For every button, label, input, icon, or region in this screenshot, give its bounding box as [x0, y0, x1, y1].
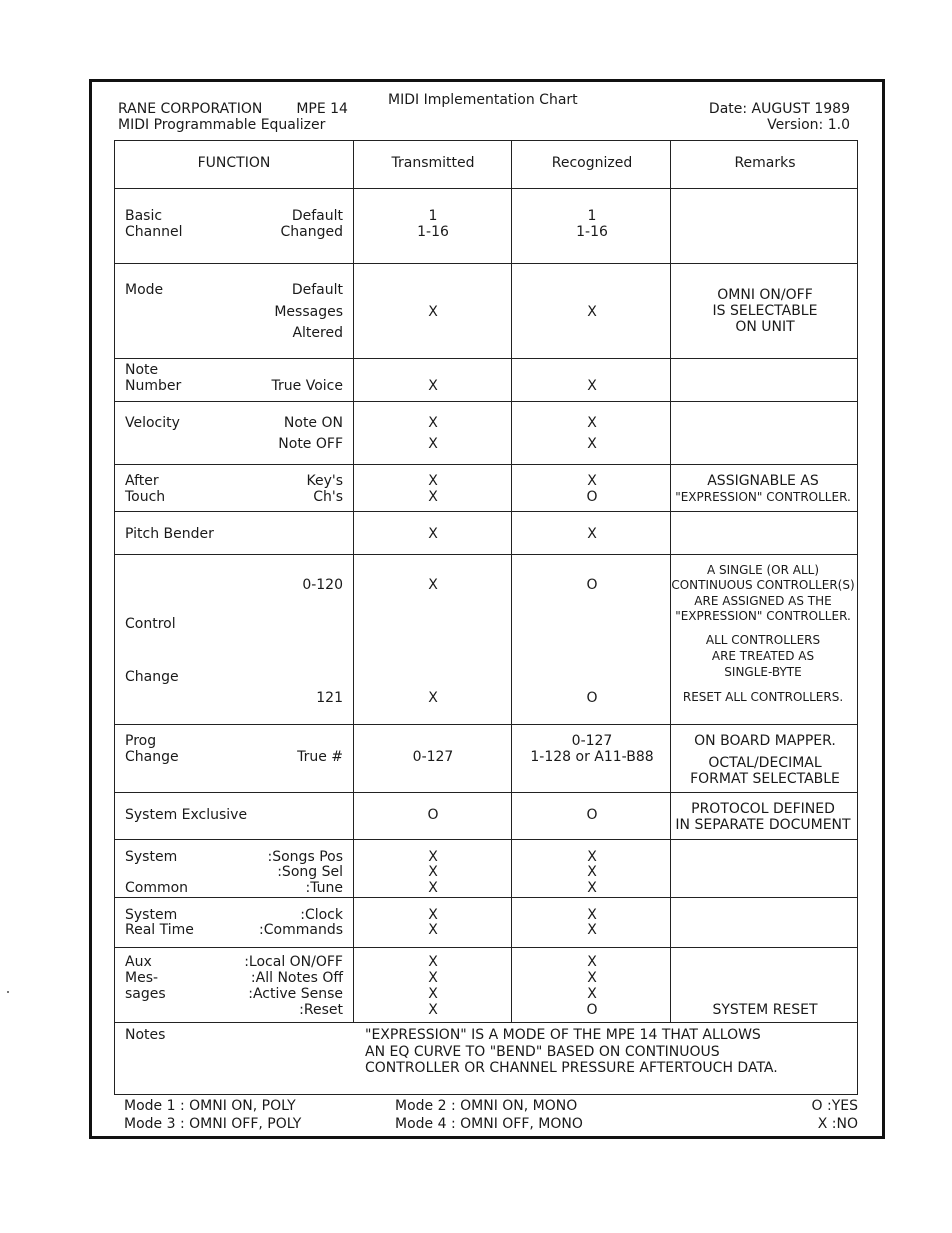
basic-tx-changed: 1-16	[417, 224, 449, 240]
active-sense-label: :Active Sense	[248, 986, 343, 1002]
notes-text-1: "EXPRESSION" IS A MODE OF THE MPE 14 THAT ALLOWS	[365, 1027, 761, 1043]
sysex-remark-2: IN SEPARATE DOCUMENT	[675, 817, 851, 833]
prog-change-label: Change	[125, 749, 179, 765]
system-realtime-label: System	[125, 907, 178, 923]
company-name: RANE CORPORATION	[118, 101, 263, 117]
changed-label: Changed	[280, 224, 343, 240]
realtime-tx-2: X	[428, 922, 438, 938]
implementation-table	[114, 140, 858, 1095]
velocity-rx-off: X	[587, 436, 597, 452]
row-divider	[115, 897, 857, 898]
common-tx-3: X	[428, 880, 438, 896]
row-divider	[115, 188, 857, 189]
touch-label: Touch	[125, 489, 166, 505]
control-remark-7: SINGLE-BYTE	[724, 665, 802, 679]
mode-1: Mode 1 : OMNI ON, POLY	[124, 1098, 296, 1114]
chart-title: MIDI Implementation Chart	[388, 92, 578, 108]
note-label: Note	[125, 362, 159, 378]
row-divider	[115, 947, 857, 948]
aux-rx-3: X	[587, 986, 597, 1002]
mode-messages: Messages	[274, 304, 343, 320]
after-rx-chs: O	[586, 489, 598, 505]
mode-4: Mode 4 : OMNI OFF, MONO	[395, 1116, 583, 1132]
row-divider	[115, 1022, 857, 1023]
control-tx-range: X	[428, 577, 438, 593]
reset-label: :Reset	[299, 1002, 343, 1018]
control-remark-5: ALL CONTROLLERS	[705, 633, 821, 647]
control-remark-1: A SINGLE (OR ALL)	[706, 563, 820, 577]
header-left	[118, 101, 348, 133]
aux-tx-2: X	[428, 970, 438, 986]
realtime-rx-2: X	[587, 922, 597, 938]
header-right	[709, 101, 850, 133]
col-divider	[353, 141, 354, 1022]
note-rx: X	[587, 378, 597, 394]
basic-label: Basic	[125, 208, 163, 224]
prog-rx-range: 0-127	[571, 733, 613, 749]
mode-2: Mode 2 : OMNI ON, MONO	[395, 1098, 578, 1114]
control-121: 121	[316, 690, 343, 706]
velocity-tx-on: X	[428, 415, 438, 431]
channel-label: Channel	[125, 224, 183, 240]
sysex-remark-1: PROTOCOL DEFINED	[691, 801, 835, 817]
common-rx-2: X	[587, 864, 597, 880]
row-divider	[115, 358, 857, 359]
true-number-label: True #	[297, 749, 343, 765]
control-rx-121: O	[586, 690, 598, 706]
aux-tx-3: X	[428, 986, 438, 1002]
control-remark-2: CONTINUOUS CONTROLLER(S)	[671, 578, 855, 592]
sysex-rx: O	[586, 807, 598, 823]
realtime-tx-1: X	[428, 907, 438, 923]
aux-tx-1: X	[428, 954, 438, 970]
basic-rx-default: 1	[587, 208, 597, 224]
real-time-label: Real Time	[125, 922, 194, 938]
tune-label: :Tune	[305, 880, 343, 896]
row-divider	[115, 511, 857, 512]
mode-label: Mode	[125, 282, 164, 298]
col-header-remarks: Remarks	[734, 155, 796, 171]
common-tx-1: X	[428, 849, 438, 865]
velocity-label: Velocity	[125, 415, 180, 431]
notes-text-3: CONTROLLER OR CHANNEL PRESSURE AFTERTOUCH DATA.	[365, 1060, 778, 1076]
change-label: Change	[125, 669, 179, 685]
control-remark-3: ARE ASSIGNED AS THE	[694, 594, 832, 608]
midi-implementation-chart	[89, 79, 885, 1139]
prog-remark-3: FORMAT SELECTABLE	[690, 771, 840, 787]
default-label: Default	[291, 208, 343, 224]
no-symbol: X :NO	[817, 1116, 858, 1132]
col-header-transmitted: Transmitted	[391, 155, 475, 171]
prog-label: Prog	[125, 733, 157, 749]
clock-label: :Clock	[300, 907, 343, 923]
mode-default: Default	[291, 282, 343, 298]
system-common-label: System	[125, 849, 178, 865]
mode-remark-1: OMNI ON/OFF	[717, 287, 813, 303]
velocity-rx-on: X	[587, 415, 597, 431]
mode-legend-right	[395, 1097, 583, 1133]
model-name: MPE 14	[296, 101, 348, 117]
sysex-label: System Exclusive	[125, 807, 248, 823]
after-label: After	[125, 473, 159, 489]
common-tx-2: X	[428, 864, 438, 880]
control-remark-8: RESET ALL CONTROLLERS.	[682, 690, 844, 704]
col-header-function: FUNCTION	[197, 155, 271, 171]
mode-rx: X	[587, 304, 597, 320]
row-divider	[115, 464, 857, 465]
common-rx-1: X	[587, 849, 597, 865]
number-label: Number	[125, 378, 182, 394]
control-remark-4: "EXPRESSION" CONTROLLER.	[675, 609, 851, 623]
prog-remark-1: ON BOARD MAPPER.	[694, 733, 836, 749]
mode-remark-2: IS SELECTABLE	[712, 303, 818, 319]
row-divider	[115, 401, 857, 402]
prog-rx-mapped: 1-128 or A11-B88	[530, 749, 654, 765]
control-remark-6: ARE TREATED AS	[711, 649, 815, 663]
all-notes-off-label: :All Notes Off	[250, 970, 343, 986]
mode-tx: X	[428, 304, 438, 320]
mode-3: Mode 3 : OMNI OFF, POLY	[124, 1116, 302, 1132]
sysex-tx: O	[427, 807, 439, 823]
control-label: Control	[125, 616, 176, 632]
keys-label: Key's	[306, 473, 343, 489]
aux-rx-4: O	[586, 1002, 598, 1018]
basic-tx-default: 1	[428, 208, 438, 224]
mode-legend-left	[124, 1097, 301, 1133]
pitch-bender-label: Pitch Bender	[125, 526, 214, 542]
songs-pos-label: :Songs Pos	[267, 849, 343, 865]
row-divider	[115, 263, 857, 264]
notes-label: Notes	[125, 1027, 166, 1043]
row-divider	[115, 792, 857, 793]
product-subtitle: MIDI Programmable Equalizer	[118, 117, 326, 133]
after-remark-1: ASSIGNABLE AS	[707, 473, 819, 489]
row-divider	[115, 554, 857, 555]
common-rx-3: X	[587, 880, 597, 896]
commands-label: :Commands	[259, 922, 343, 938]
pitch-rx: X	[587, 526, 597, 542]
after-tx-chs: X	[428, 489, 438, 505]
after-rx-keys: X	[587, 473, 597, 489]
chart-date: Date: AUGUST 1989	[708, 101, 850, 117]
note-tx: X	[428, 378, 438, 394]
local-on-off-label: :Local ON/OFF	[244, 954, 343, 970]
prog-remark-2: OCTAL/DECIMAL	[708, 755, 822, 771]
yes-symbol: O :YES	[811, 1098, 858, 1114]
col-divider	[511, 141, 512, 1022]
pitch-tx: X	[428, 526, 438, 542]
col-header-recognized: Recognized	[551, 155, 633, 171]
symbol-legend	[812, 1097, 858, 1133]
row-divider	[115, 839, 857, 840]
aux-rx-1: X	[587, 954, 597, 970]
common-label: Common	[125, 880, 189, 896]
mes-label: Mes-	[125, 970, 159, 986]
aux-tx-4: X	[428, 1002, 438, 1018]
note-on-label: Note ON	[283, 415, 343, 431]
control-tx-121: X	[428, 690, 438, 706]
scan-speck	[7, 991, 9, 993]
prog-tx: 0-127	[412, 749, 454, 765]
after-remark-2: "EXPRESSION" CONTROLLER.	[675, 490, 851, 504]
sages-label: sages	[125, 986, 166, 1002]
aux-label: Aux	[125, 954, 152, 970]
chart-version: Version: 1.0	[767, 117, 850, 133]
aux-rx-2: X	[587, 970, 597, 986]
mode-altered: Altered	[292, 325, 343, 341]
note-off-label: Note OFF	[278, 436, 343, 452]
control-rx-range: O	[586, 577, 598, 593]
basic-rx-changed: 1-16	[576, 224, 608, 240]
aux-remark: SYSTEM RESET	[712, 1002, 818, 1018]
control-range: 0-120	[302, 577, 343, 593]
velocity-tx-off: X	[428, 436, 438, 452]
after-tx-keys: X	[428, 473, 438, 489]
song-sel-label: :Song Sel	[277, 864, 343, 880]
true-voice-label: True Voice	[271, 378, 343, 394]
chs-label: Ch's	[313, 489, 343, 505]
realtime-rx-1: X	[587, 907, 597, 923]
mode-remark-3: ON UNIT	[735, 319, 795, 335]
notes-text-2: AN EQ CURVE TO "BEND" BASED ON CONTINUOUS	[365, 1044, 720, 1060]
row-divider	[115, 724, 857, 725]
